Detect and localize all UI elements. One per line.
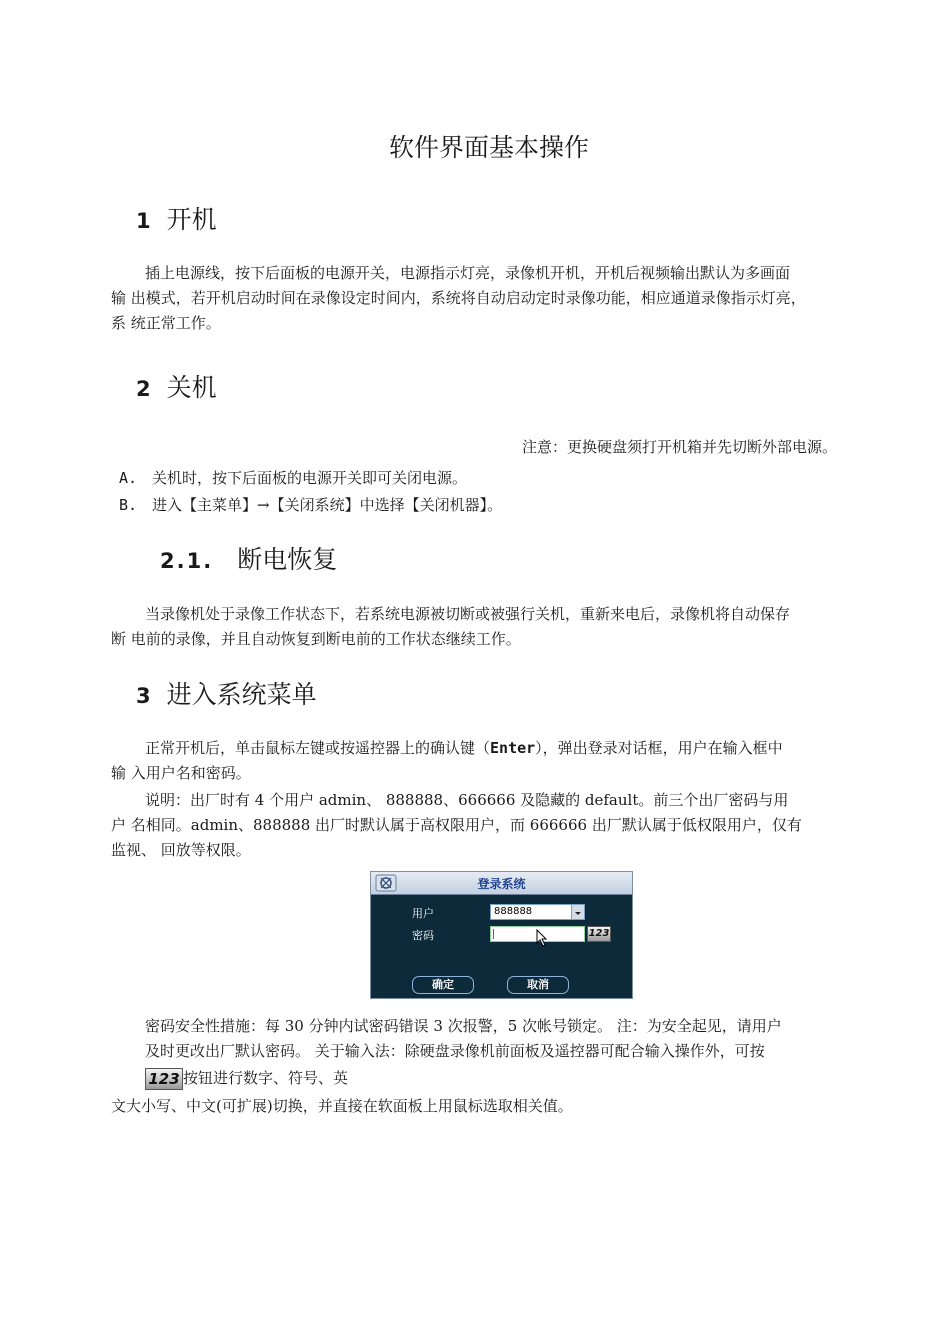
username-label: 用户	[412, 907, 434, 920]
paragraph-line: 说明：出厂时有 4 个用户 admin、 888888、666666 及隐藏的 default。前三个出厂密码与用	[145, 791, 789, 809]
section-3-heading	[136, 675, 317, 711]
password-label: 密码	[412, 929, 434, 942]
list-marker: B.	[119, 496, 138, 514]
paragraph-line: 输 出模式，若开机启动时间在录像设定时间内，系统将自动启动定时录像功能，相应通道录像指示灯亮，	[111, 289, 806, 307]
list-item-b	[119, 493, 502, 518]
chevron-down-icon[interactable]	[571, 905, 584, 919]
paragraph-line: 系 统正常工作。	[111, 314, 221, 332]
paragraph-line: 户 名相同。admin、888888 出厂时默认属于高权限用户，而 666666 出厂默认属于低权限用户，仅有	[111, 816, 802, 834]
paragraph-line: 密码安全性措施：每 30 分钟内试密码错误 3 次报警，5 次帐号锁定。 注：为安全起见，请用户	[145, 1017, 782, 1035]
keypad-123-button[interactable]: 123	[587, 926, 611, 942]
ok-button[interactable]: 确定	[412, 976, 474, 994]
note-text: 注意：更换硬盘须打开机箱并先切断外部电源。	[522, 438, 838, 456]
text-cursor	[493, 929, 494, 939]
paragraph-line	[145, 1066, 348, 1091]
paragraph-line: 监视、 回放等权限。	[111, 841, 251, 859]
paragraph-line	[145, 736, 783, 761]
section-2-heading	[136, 368, 217, 404]
text-run: 按钮进行数字、符号、英	[183, 1069, 349, 1087]
section-number: 1	[136, 209, 151, 233]
section-number: 2.1.	[160, 549, 214, 573]
section-number: 2	[136, 377, 151, 401]
section-number: 3	[136, 684, 151, 708]
cancel-button[interactable]: 取消	[507, 976, 569, 994]
keypad-123-icon: 123	[145, 1068, 183, 1090]
section-title: 开机	[166, 205, 217, 234]
section-title: 关机	[166, 373, 217, 402]
list-item-text: 关机时，按下后面板的电源开关即可关闭电源。	[152, 469, 468, 487]
paragraph-line: 插上电源线，按下后面板的电源开关，电源指示灯亮，录像机开机，开机后视频输出默认为多画面	[145, 264, 791, 282]
list-marker: A.	[119, 469, 138, 487]
list-item-a	[119, 466, 467, 491]
mouse-pointer-icon	[536, 929, 548, 947]
enter-key-label: Enter	[490, 739, 536, 757]
dialog-titlebar	[371, 872, 632, 895]
login-dialog	[370, 871, 633, 999]
dialog-title: 登录系统	[477, 877, 526, 891]
section-title: 断电恢复	[237, 545, 338, 574]
section-1-heading	[136, 200, 217, 236]
paragraph-line: 文大小写、中文(可扩展)切换，并直接在软面板上用鼠标选取相关值。	[111, 1097, 573, 1115]
paragraph-line: 断 电前的录像，并且自动恢复到断电前的工作状态继续工作。	[111, 630, 521, 648]
section-title: 进入系统菜单	[166, 680, 317, 709]
username-value: 888888	[494, 906, 533, 917]
page-title: 软件界面基本操作	[388, 133, 589, 162]
paragraph-line: 输 入用户名和密码。	[111, 764, 251, 782]
paragraph-line: 及时更改出厂默认密码。 关于输入法：除硬盘录像机前面板及遥控器可配合输入操作外，可按	[145, 1042, 765, 1060]
username-select[interactable]	[490, 904, 585, 920]
text-run: ），弹出登录对话框，用户在输入框中	[535, 739, 783, 757]
text-run: 正常开机后，单击鼠标左键或按遥控器上的确认键（	[145, 739, 491, 757]
list-item-text: 进入【主菜单】→【关闭系统】中选择【关闭机器】。	[152, 496, 503, 514]
section-2-1-heading	[160, 540, 337, 576]
paragraph-line: 当录像机处于录像工作状态下，若系统电源被切断或被强行关机，重新来电后，录像机将自动保存	[145, 605, 791, 623]
